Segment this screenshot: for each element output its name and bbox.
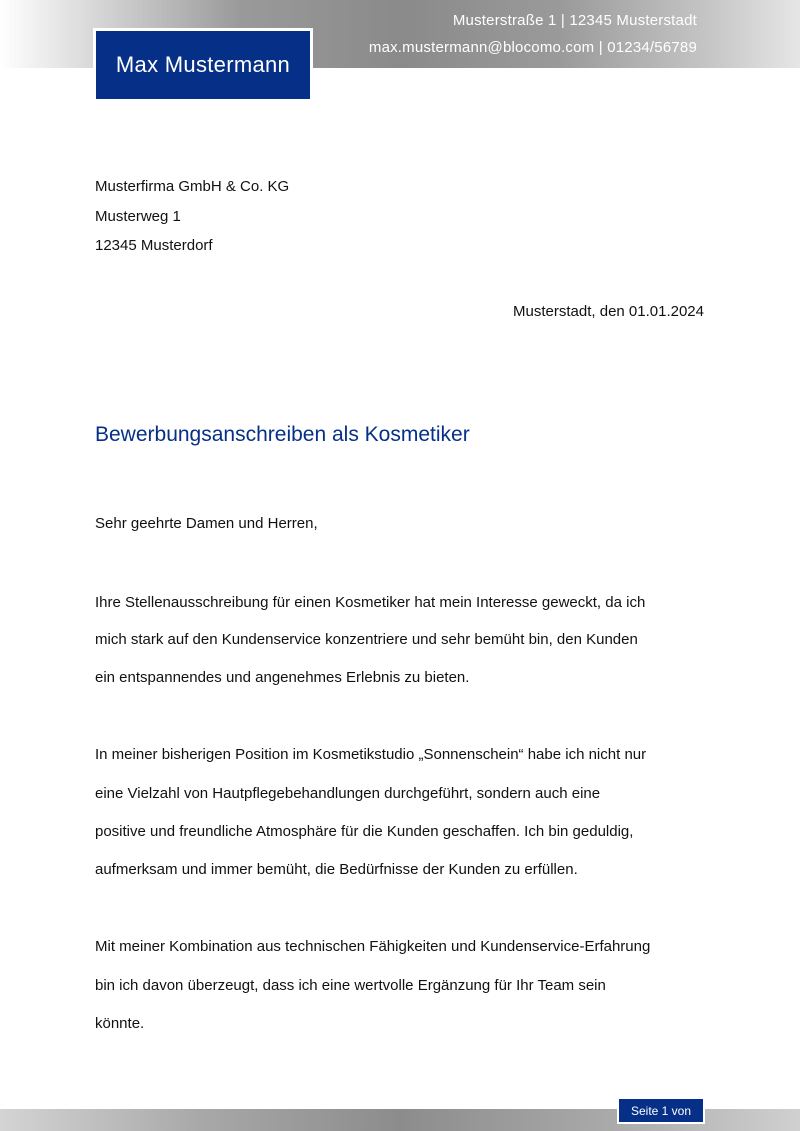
paragraph-1-line: mich stark auf den Kundenservice konzentriere und sehr bemüht bin, den Kunden [95, 631, 638, 648]
recipient-street: Musterweg 1 [95, 208, 181, 225]
paragraph-2-line: In meiner bisherigen Position im Kosmetikstudio „Sonnenschein“ habe ich nicht nur [95, 746, 647, 763]
sender-contact: max.mustermann@blocomo.com | 01234/56789 [368, 39, 697, 56]
recipient-city: 12345 Musterdorf [95, 237, 213, 254]
recipient-company: Musterfirma GmbH & Co. KG [95, 178, 290, 195]
sender-address: Musterstraße 1 | 12345 Musterstadt [452, 12, 697, 29]
paragraph-2-line: eine Vielzahl von Hautpflegebehandlungen durchgeführt, sondern auch eine [95, 785, 601, 802]
paragraph-3-line: Mit meiner Kombination aus technischen Fähigkeiten und Kundenservice-Erfahrung [95, 938, 651, 955]
letter-subject: Bewerbungsanschreiben als Kosmetiker [95, 423, 470, 446]
paragraph-3-line: könnte. [95, 1015, 145, 1032]
paragraph-1-line: Ihre Stellenausschreibung für einen Kosmetiker hat mein Interesse geweckt, da ich [95, 594, 646, 611]
salutation: Sehr geehrte Damen und Herren, [95, 515, 318, 532]
paragraph-2-line: positive und freundliche Atmosphäre für die Kunden geschaffen. Ich bin geduldig, [95, 823, 634, 840]
page-number-label: Seite 1 von [630, 1103, 692, 1118]
page-number-badge [617, 1097, 705, 1124]
paragraph-2-line: aufmerksam und immer bemüht, die Bedürfnisse der Kunden zu erfüllen. [95, 861, 578, 878]
sender-name-box [93, 28, 313, 102]
date-line: Musterstadt, den 01.01.2024 [513, 303, 704, 320]
sender-name: Max Mustermann [115, 52, 291, 77]
paragraph-1-line: ein entspannendes und angenehmes Erlebnis zu bieten. [95, 669, 470, 686]
paragraph-3-line: bin ich davon überzeugt, dass ich eine wertvolle Ergänzung für Ihr Team sein [95, 977, 606, 994]
